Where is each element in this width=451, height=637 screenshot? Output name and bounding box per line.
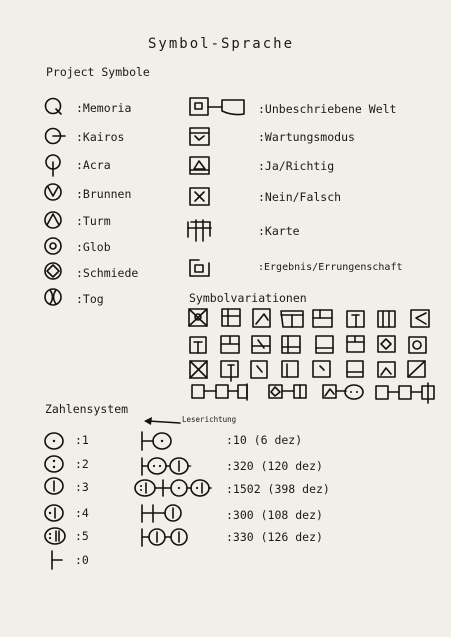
tog-label: :Tog xyxy=(76,292,104,306)
ja-richtig-icon xyxy=(189,156,211,176)
variation-icon xyxy=(313,310,332,327)
acra-icon xyxy=(44,154,64,178)
digit-3-label: :3 xyxy=(75,480,89,494)
variation-icon xyxy=(253,309,270,327)
turm-label: :Turm xyxy=(76,214,111,228)
variation-chain-icon xyxy=(323,385,363,399)
schmiede-icon xyxy=(44,262,64,282)
glob-label: :Glob xyxy=(76,240,111,254)
number-10-icon xyxy=(139,430,179,452)
variation-icon xyxy=(221,336,239,353)
project-symbols-heading: Project Symbole xyxy=(46,65,150,79)
ja-richtig-label: :Ja/Richtig xyxy=(258,159,335,173)
digit-1-label: :1 xyxy=(75,433,89,447)
page-title: Symbol-Sprache xyxy=(148,36,295,52)
wartungsmodus-icon xyxy=(189,127,211,147)
digit-4-label: :4 xyxy=(75,506,89,520)
variation-icon xyxy=(251,361,267,378)
variation-icon xyxy=(189,309,207,326)
kairos-label: :Kairos xyxy=(76,130,125,144)
variation-chain-icon xyxy=(192,384,247,400)
digit-2-icon xyxy=(44,454,66,474)
digit-4-icon xyxy=(44,503,66,523)
variation-icon xyxy=(411,310,429,327)
number-300-label: :300 (108 dez) xyxy=(226,508,323,522)
number-1502-icon xyxy=(133,477,221,499)
number-330-label: :330 (126 dez) xyxy=(226,530,323,544)
schmiede-label: :Schmiede xyxy=(76,266,139,280)
digit-5-icon xyxy=(44,526,68,546)
variation-icon xyxy=(281,311,303,327)
variation-icon xyxy=(190,337,206,353)
kairos-icon xyxy=(43,126,67,146)
turm-icon xyxy=(44,210,64,230)
memoria-icon xyxy=(44,97,64,117)
variation-icon xyxy=(378,362,395,377)
number-320-icon xyxy=(139,455,201,477)
tog-icon xyxy=(44,288,64,308)
unbeschriebene-welt-icon xyxy=(189,97,249,117)
number-320-label: :320 (120 dez) xyxy=(226,459,323,473)
variation-icon xyxy=(221,361,238,381)
digit-3-icon xyxy=(44,476,66,496)
ergebnis-icon xyxy=(189,257,211,279)
number-1502-label: :1502 (398 dez) xyxy=(226,482,330,496)
variation-chain-icon xyxy=(269,385,306,398)
acra-label: :Acra xyxy=(76,158,111,172)
variation-icon xyxy=(190,361,207,378)
digit-1-icon xyxy=(44,431,66,451)
memoria-label: :Memoria xyxy=(76,101,132,115)
variation-icon xyxy=(282,361,298,377)
symbol-variations-grid xyxy=(186,306,441,412)
number-330-icon xyxy=(139,526,199,548)
digit-5-label: :5 xyxy=(75,529,89,543)
digit-0-label: :0 xyxy=(75,553,89,567)
variation-icon xyxy=(347,336,364,352)
glob-icon xyxy=(44,237,64,257)
ergebnis-label: :Ergebnis/Errungenschaft xyxy=(258,262,403,273)
karte-icon xyxy=(187,219,213,243)
numbers-heading: Zahlensystem xyxy=(45,402,129,416)
variations-heading: Symbolvariationen xyxy=(189,291,307,305)
nein-falsch-label: :Nein/Falsch xyxy=(258,190,342,204)
brunnen-icon xyxy=(44,183,64,203)
variation-icon xyxy=(378,311,395,327)
variation-icon xyxy=(282,336,300,353)
unbeschriebene-welt-label: :Unbeschriebene Welt xyxy=(258,102,397,116)
number-10-label: :10 (6 dez) xyxy=(226,433,303,447)
variation-icon xyxy=(347,361,363,377)
arrow-left-icon xyxy=(144,416,182,426)
brunnen-label: :Brunnen xyxy=(76,187,132,201)
karte-label: :Karte xyxy=(258,224,300,238)
variation-icon xyxy=(408,361,425,377)
nein-falsch-icon xyxy=(189,187,211,207)
variation-icon xyxy=(222,309,240,326)
variation-icon xyxy=(378,336,395,352)
digit-0-icon xyxy=(48,549,68,571)
variation-chain-icon xyxy=(376,383,434,403)
variation-icon xyxy=(316,336,333,353)
number-300-icon xyxy=(139,502,199,524)
variation-icon xyxy=(313,361,330,377)
variation-icon xyxy=(252,336,270,353)
variation-icon xyxy=(347,311,364,327)
reading-direction-label: Leserichtung xyxy=(182,415,237,424)
variation-icon xyxy=(409,337,426,353)
digit-2-label: :2 xyxy=(75,457,89,471)
wartungsmodus-label: :Wartungsmodus xyxy=(258,130,355,144)
